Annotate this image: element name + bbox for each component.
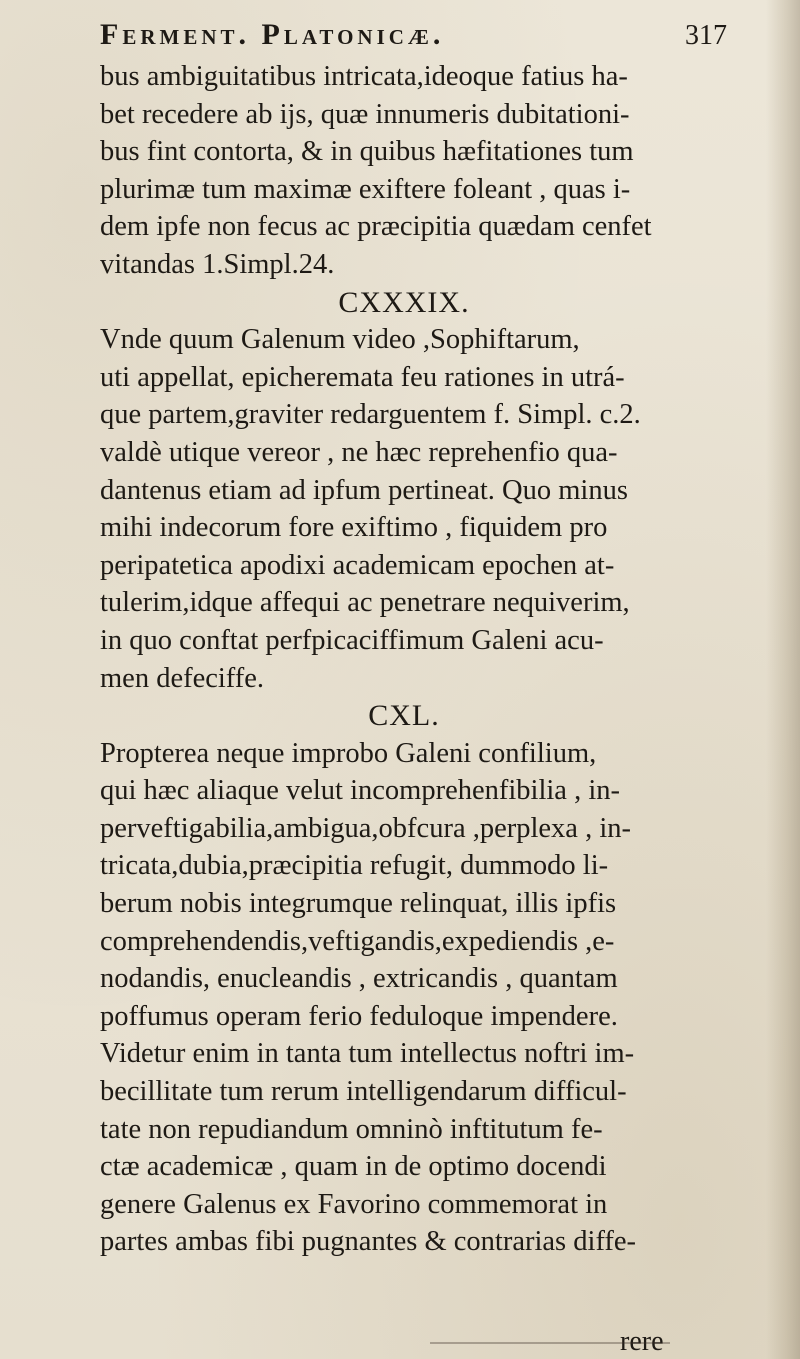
text-line: bus fint contorta, & in quibus hæfitationes tum <box>100 136 634 168</box>
text-line: ctæ academicæ , quam in de optimo docendi <box>100 1151 607 1183</box>
running-title: Ferment. Platonicæ. <box>100 18 445 51</box>
text-line: uti appellat, epicheremata feu rationes in utrá- <box>100 361 625 393</box>
text-line: perveftigabilia,ambigua,obfcura ,perplexa , in- <box>100 812 631 844</box>
text-line: valdè utique vereor , ne hæc reprehenfio qua- <box>100 436 618 468</box>
text-line: partes ambas fibi pugnantes & contrarias diffe- <box>100 1226 637 1258</box>
text-line: dantenus etiam ad ipfum pertineat. Quo minus <box>100 474 628 506</box>
running-header <box>100 14 790 58</box>
text-line: Vnde quum Galenum video ,Sophiftarum, <box>100 324 580 356</box>
text-line: men defeciffe. <box>100 662 265 694</box>
page-number: 317 <box>685 20 727 51</box>
catchword: rere <box>620 1326 664 1357</box>
text-line: plurimæ tum maximæ exiftere foleant , quas i- <box>100 173 631 205</box>
text-line: genere Galenus ex Favorino commemorat in <box>100 1188 608 1220</box>
text-line: mihi indecorum fore exiftimo , fiquidem pro <box>100 512 608 544</box>
section-number: CXL. <box>368 699 440 733</box>
text-line: qui hæc aliaque velut incomprehenfibilia , in- <box>100 775 620 807</box>
bottom-rule <box>430 1342 670 1344</box>
text-line: peripatetica apodixi academicam epochen at- <box>100 549 615 581</box>
text-line: in quo conftat perfpicaciffimum Galeni acu- <box>100 624 604 656</box>
text-line: becillitate tum rerum intelligendarum difficul- <box>100 1076 627 1108</box>
text-line: bus ambiguitatibus intricata,ideoque fatius ha- <box>100 61 628 92</box>
text-body <box>100 58 700 1261</box>
text-line: tulerim,idque affequi ac penetrare nequiverim, <box>100 587 630 619</box>
text-line: poffumus operam ferio feduloque impendere. <box>100 1000 618 1032</box>
text-line: dem ipfe non fecus ac præcipitia quædam cenfet <box>100 211 652 243</box>
text-line: Videtur enim in tanta tum intellectus noftri im- <box>100 1038 635 1070</box>
text-line: tricata,dubia,præcipitia refugit, dummodo li- <box>100 850 609 882</box>
text-line: berum nobis integrumque relinquat, illis ipfis <box>100 888 617 920</box>
text-line: comprehendendis,veftigandis,expediendis ,e- <box>100 925 615 957</box>
text-line: bet recedere ab ijs, quæ innumeris dubitationi- <box>100 98 630 130</box>
text-line: nodandis, enucleandis , extricandis , quantam <box>100 963 618 995</box>
text-line: que partem,graviter redarguentem f. Simpl. c.2. <box>100 399 641 431</box>
text-line: vitandas 1.Simpl.24. <box>100 248 335 280</box>
section-number: CXXXIX. <box>338 285 470 319</box>
page-gutter-shadow <box>766 0 800 1359</box>
text-line: tate non repudiandum omninò inftitutum fe- <box>100 1113 603 1145</box>
text-line: Propterea neque improbo Galeni confilium, <box>100 737 597 769</box>
